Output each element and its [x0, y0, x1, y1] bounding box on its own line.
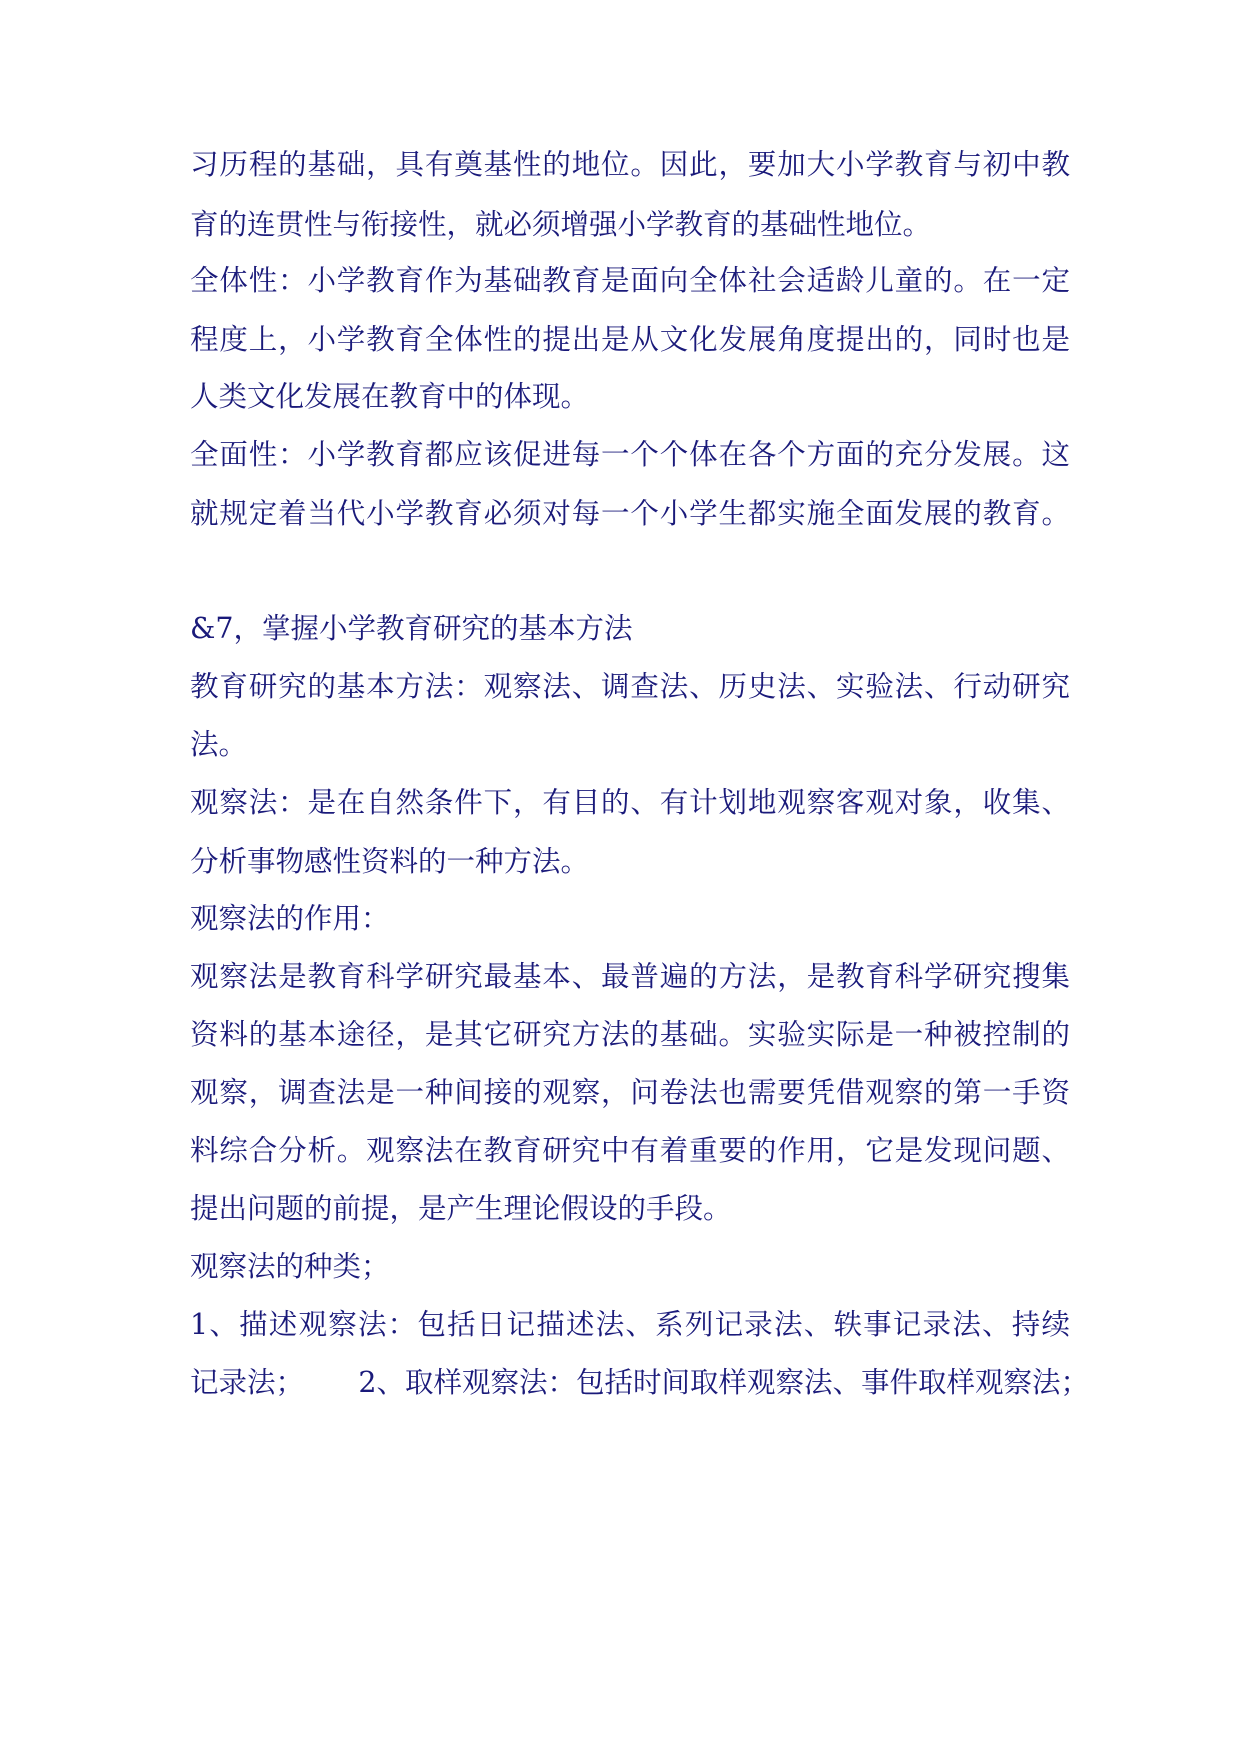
text-line: 料综合分析。观察法在教育研究中有着重要的作用，它是发现问题、 [190, 1134, 1070, 1167]
text-line: 1、描述观察法：包括日记描述法、系列记录法、轶事记录法、持续 [190, 1308, 1070, 1341]
text-line: 观察，调查法是一种间接的观察，问卷法也需要凭借观察的第一手资 [190, 1076, 1070, 1109]
text-line: 教育研究的基本方法：观察法、调查法、历史法、实验法、行动研究 [190, 670, 1070, 703]
text-line: 记录法； 2、取样观察法：包括时间取样观察法、事件取样观察法； [190, 1366, 1089, 1399]
text-line: 就规定着当代小学教育必须对每一个小学生都实施全面发展的教育。 [190, 497, 1070, 530]
text-line: 观察法是教育科学研究最基本、最普遍的方法，是教育科学研究搜集 [190, 960, 1070, 993]
text-line: 分析事物感性资料的一种方法。 [190, 845, 590, 878]
text-line: 程度上，小学教育全体性的提出是从文化发展角度提出的，同时也是 [190, 323, 1070, 356]
text-line: 全面性：小学教育都应该促进每一个个体在各个方面的充分发展。这 [190, 438, 1070, 471]
text-line: 法。 [190, 728, 248, 761]
section-heading: &7，掌握小学教育研究的基本方法 [190, 612, 633, 645]
text-line: 提出问题的前提，是产生理论假设的手段。 [190, 1192, 732, 1225]
text-line: 观察法的作用： [190, 902, 390, 935]
text-line: 资料的基本途径，是其它研究方法的基础。实验实际是一种被控制的 [190, 1018, 1070, 1051]
text-line: 观察法的种类； [190, 1250, 390, 1283]
text-line: 育的连贯性与衔接性，就必须增强小学教育的基础性地位。 [190, 208, 932, 241]
text-line: 观察法：是在自然条件下，有目的、有计划地观察客观对象，收集、 [190, 786, 1070, 819]
text-line: 习历程的基础，具有奠基性的地位。因此，要加大小学教育与初中教 [190, 148, 1070, 181]
text-line: 人类文化发展在教育中的体现。 [190, 380, 590, 413]
text-line: 全体性：小学教育作为基础教育是面向全体社会适龄儿童的。在一定 [190, 264, 1070, 297]
